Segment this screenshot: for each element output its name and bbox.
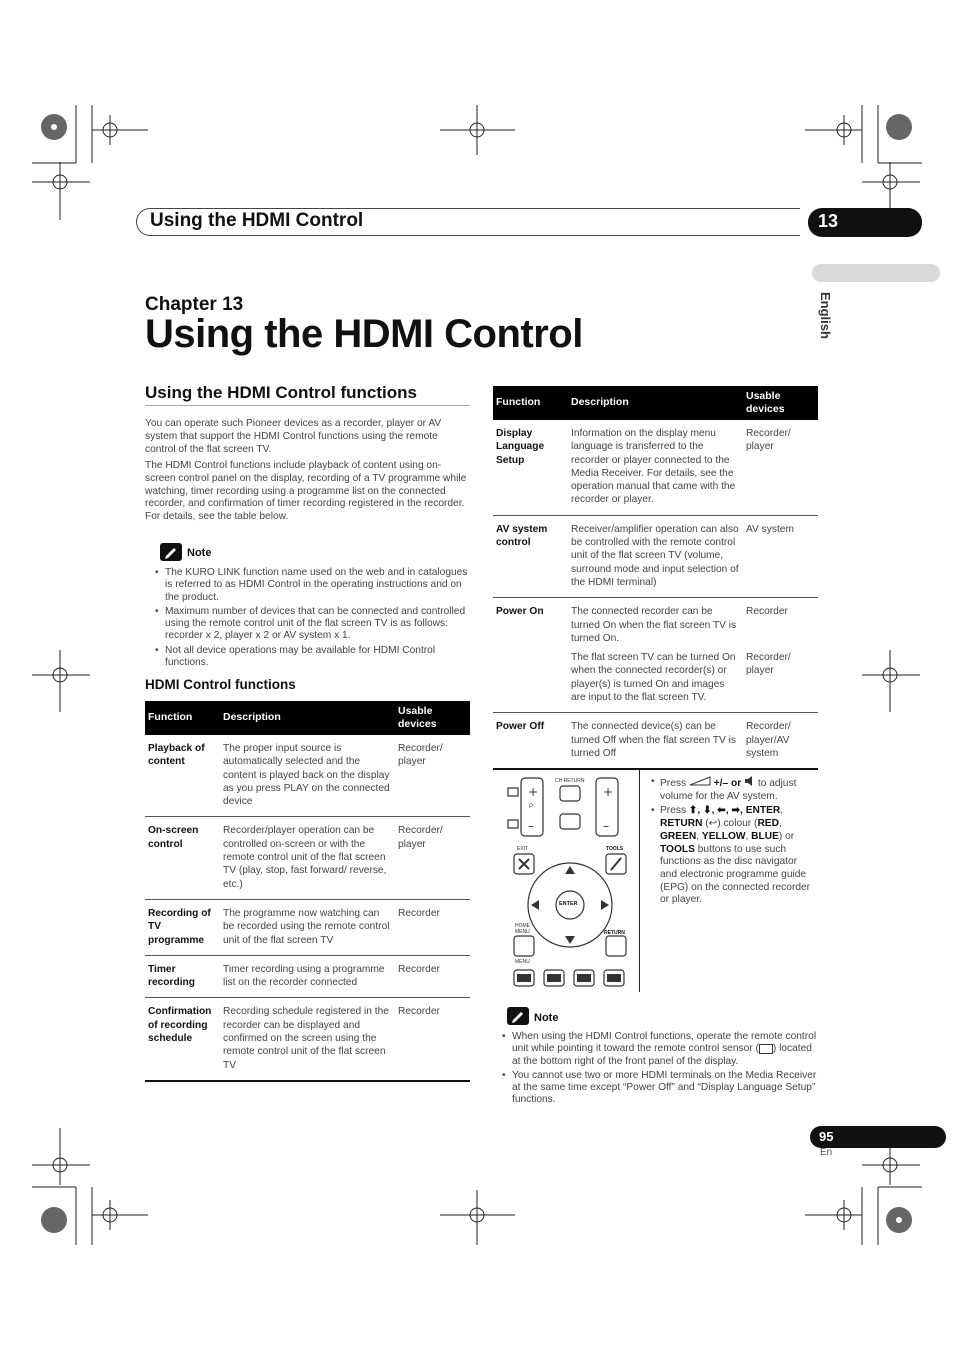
description-cell: The connected device(s) can be turned Off when the flat screen TV is turned Off bbox=[568, 713, 743, 769]
usable-cell: Recorder/ player/AV system bbox=[743, 713, 818, 769]
press-instructions bbox=[651, 776, 816, 909]
table-row bbox=[145, 899, 470, 955]
press-item-volume bbox=[651, 776, 816, 803]
function-cell: Power Off bbox=[493, 713, 568, 769]
note-pencil-icon bbox=[507, 1007, 529, 1025]
table-row bbox=[145, 817, 470, 899]
intro-paragraph-1: You can operate such Pioneer devices as a recorder, player or AV system that support the HDMI Control functions using the remote control of the flat screen TV. bbox=[145, 418, 442, 455]
note-list bbox=[155, 567, 471, 671]
page-number: 95 bbox=[810, 1126, 946, 1148]
intro-paragraph-2: The HDMI Control functions include playback of content using on-screen control panel on the display, recording of a TV programme while watching, timer recording using a programme list on the connected recorder, and confirmation of timer recording registered in the recorder. For details, see the table below. bbox=[145, 460, 467, 523]
usable-cell: Recorder bbox=[395, 998, 470, 1081]
table-row bbox=[145, 735, 470, 817]
press-text: to adjust volume for the AV system. bbox=[660, 778, 797, 802]
note-item: • Not all device operations may be available for HDMI Control functions. bbox=[155, 645, 471, 670]
return-label: RETURN bbox=[604, 930, 625, 936]
svg-text:–: – bbox=[528, 819, 534, 833]
blue-key: BLUE bbox=[751, 830, 779, 842]
hdmi-functions-table-continued bbox=[493, 386, 818, 770]
description-cell: The proper input source is automatically selected and the content is played back on the display as you press PLAY on the connected device bbox=[220, 735, 395, 817]
language-tab bbox=[812, 264, 940, 282]
note-text: ) located at the bottom right of the front panel of the display. bbox=[512, 1043, 812, 1067]
table-row bbox=[145, 998, 470, 1081]
header-description: Description bbox=[220, 701, 395, 735]
table-row bbox=[145, 955, 470, 998]
description-cell: Receiver/amplifier operation can also be controlled with the remote control unit of the flat screen TV (volume, surround mode and input selection of the HDMI terminal) bbox=[568, 515, 743, 597]
mute-icon bbox=[744, 776, 755, 786]
page-title: Using the HDMI Control bbox=[145, 312, 583, 356]
table-row bbox=[493, 515, 818, 597]
note-item bbox=[502, 1031, 820, 1068]
return-key: RETURN bbox=[660, 818, 703, 830]
description-cell: The flat screen TV can be turned On when the connected recorder(s) or player(s) is turned On and images are input to the flat screen TV. bbox=[568, 649, 743, 713]
description-cell: Information on the display menu language is transferred to the recorder or player connected to the Media Receiver. For details, see the operation manual that came with the recorder or player. bbox=[568, 420, 743, 515]
volume-icon bbox=[689, 776, 711, 786]
description-cell: The programme now watching can be recorded using the remote control unit of the flat screen TV bbox=[220, 899, 395, 955]
return-arrow-icon: ↩ bbox=[708, 818, 718, 830]
description-cell: Recorder/player operation can be controlled on-screen or with the remote control unit of the flat screen TV (play, stop, fast forward/ reverse, etc.) bbox=[220, 817, 395, 899]
chapter-label: Chapter 13 bbox=[145, 294, 244, 315]
usable-cell: Recorder bbox=[395, 899, 470, 955]
function-cell: Playback of content bbox=[145, 735, 220, 817]
chapter-number-badge: 13 bbox=[808, 208, 922, 237]
press-item-navigation: • Press ⬆, ⬇, ⬅, ➡, ENTER, RETURN (↩) colour (RED, GREEN, YELLOW, BLUE) or TOOLS buttons to use such functions as the disc navigator and electronic programme guide (EPG) on the connected recorder or player. bbox=[651, 805, 816, 907]
press-text: Press bbox=[660, 805, 687, 817]
svg-text:+: + bbox=[603, 785, 614, 799]
note-pencil-icon bbox=[160, 543, 182, 561]
usable-cell: Recorder/ player bbox=[743, 649, 818, 713]
enter-label: ENTER bbox=[559, 901, 578, 907]
table-row bbox=[493, 420, 818, 515]
header-usable-devices: Usable devices bbox=[395, 701, 470, 735]
press-text: Press bbox=[660, 778, 687, 789]
usable-cell: AV system bbox=[743, 515, 818, 597]
table-row bbox=[493, 598, 818, 649]
yellow-key: YELLOW bbox=[701, 830, 746, 842]
note-text: When using the HDMI Control functions, operate the remote control unit while pointing it toward the remote control sensor ( bbox=[512, 1031, 817, 1055]
description-cell: Timer recording using a programme list on the recorder connected bbox=[220, 955, 395, 998]
note-label: Note bbox=[187, 547, 212, 559]
remote-sensor-icon bbox=[759, 1044, 773, 1054]
function-cell bbox=[493, 649, 568, 713]
red-key: RED bbox=[757, 818, 779, 830]
function-cell: Display Language Setup bbox=[493, 420, 568, 515]
usable-cell: Recorder/ player bbox=[743, 420, 818, 515]
menu-label: MENU bbox=[515, 959, 530, 965]
header-title: Using the HDMI Control bbox=[150, 210, 364, 231]
header-function: Function bbox=[493, 386, 568, 420]
note-label: Note bbox=[534, 1012, 559, 1024]
function-cell: Recording of TV programme bbox=[145, 899, 220, 955]
tools-key: TOOLS bbox=[660, 843, 695, 855]
table-row bbox=[493, 713, 818, 769]
page-language: En bbox=[820, 1147, 833, 1158]
functions-subtitle: HDMI Control functions bbox=[145, 677, 296, 692]
usable-cell: Recorder bbox=[395, 955, 470, 998]
svg-text:+: + bbox=[528, 785, 539, 799]
hdmi-functions-table bbox=[145, 701, 470, 1082]
header-function: Function bbox=[145, 701, 220, 735]
exit-label: EXIT bbox=[517, 846, 529, 852]
note-item: • The KURO LINK function name used on the web and in catalogues is referred to as HDMI Control in the operating instructions and on the product. bbox=[155, 567, 471, 604]
press-text: ) colour ( bbox=[717, 818, 758, 830]
usable-cell: Recorder bbox=[746, 606, 788, 618]
ch-return-label: CH RETURN bbox=[555, 778, 585, 784]
p-label: P bbox=[529, 804, 534, 810]
header-usable-devices: Usable devices bbox=[743, 386, 818, 420]
remote-illustration bbox=[494, 770, 640, 992]
home-menu-label: HOME MENU bbox=[515, 923, 530, 935]
press-text: ) or bbox=[778, 830, 795, 842]
note-item: • Maximum number of devices that can be connected and controlled using the remote control unit of the flat screen TV is as follows: recorder x 2, player x 2 or AV system x 1. bbox=[155, 606, 471, 643]
arrow-keys-icon: ⬆, ⬇, ⬅, ➡, bbox=[688, 805, 743, 817]
svg-text:–: – bbox=[603, 819, 609, 833]
table-header-row bbox=[493, 386, 818, 420]
section-divider bbox=[145, 405, 470, 406]
press-text: buttons to use such functions as the disc navigator and electronic programme guide (EPG) on the connected recorder or player. bbox=[660, 843, 811, 906]
usable-cell: Recorder/ player bbox=[395, 735, 470, 817]
language-label: English bbox=[818, 292, 833, 339]
enter-key: ENTER bbox=[745, 805, 781, 817]
tools-label: TOOLS bbox=[606, 846, 624, 852]
function-cell: AV system control bbox=[493, 515, 568, 597]
section-title: Using the HDMI Control functions bbox=[145, 383, 417, 402]
function-cell: Confirmation of recording schedule bbox=[145, 998, 220, 1081]
description-cell: Recording schedule registered in the recorder can be displayed and confirmed on the screen using the remote control unit of the flat screen TV bbox=[220, 998, 395, 1081]
function-cell: Timer recording bbox=[145, 955, 220, 998]
green-key: GREEN bbox=[660, 830, 697, 842]
press-volume-keys: +/– or bbox=[713, 778, 742, 789]
usable-cell: Recorder/ player bbox=[395, 817, 470, 899]
note-list bbox=[502, 1031, 820, 1109]
function-cell: Power On bbox=[496, 606, 544, 618]
function-cell: On-screen control bbox=[145, 817, 220, 899]
note-item: • You cannot use two or more HDMI terminals on the Media Receiver at the same time except “Power Off” and “Display Language Setup” functions. bbox=[502, 1070, 820, 1107]
description-cell: The connected recorder can be turned On when the flat screen TV is turned On. bbox=[571, 606, 737, 644]
table-header-row bbox=[145, 701, 470, 735]
table-row bbox=[493, 649, 818, 713]
header-description: Description bbox=[568, 386, 743, 420]
